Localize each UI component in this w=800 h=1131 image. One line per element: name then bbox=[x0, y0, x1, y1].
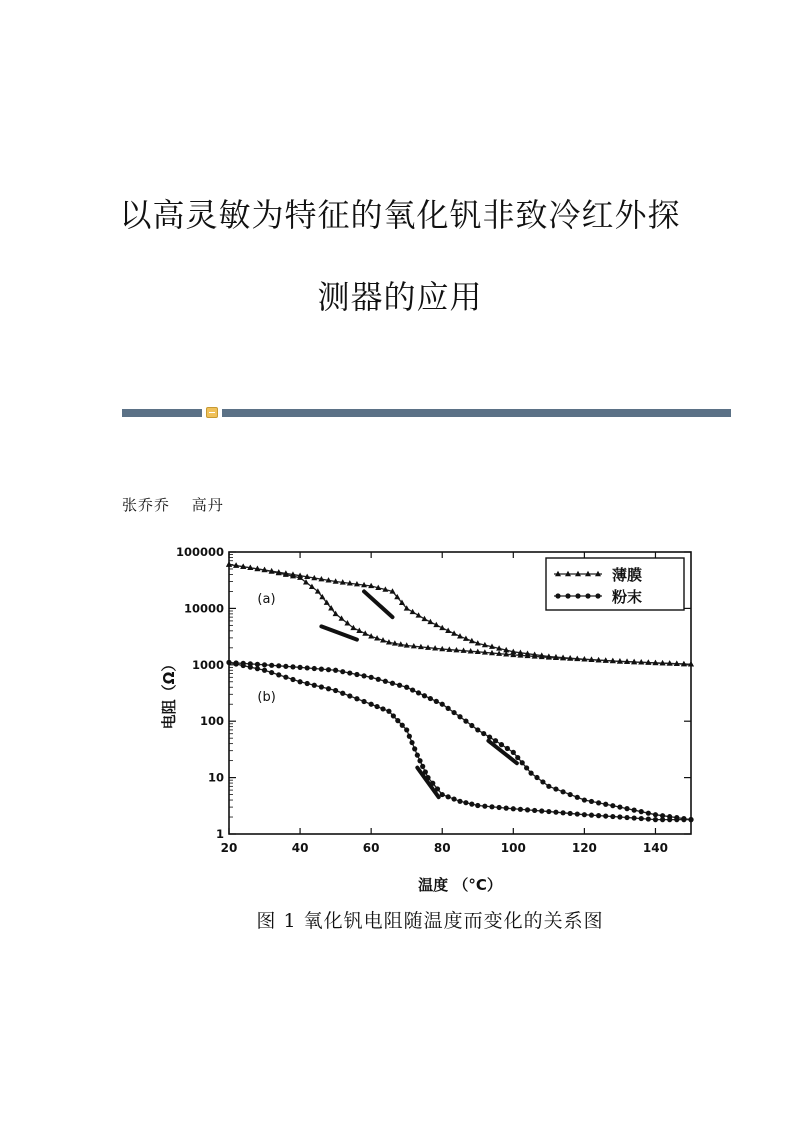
data-point-circle bbox=[469, 723, 474, 728]
data-point-circle bbox=[525, 807, 530, 812]
data-point-circle bbox=[553, 810, 558, 815]
data-point-circle bbox=[397, 683, 402, 688]
document-title-line-1: 以高灵敏为特征的氧化钒非致冷红外探 bbox=[119, 196, 681, 234]
data-point-circle bbox=[511, 750, 516, 755]
data-point-circle bbox=[575, 811, 580, 816]
author-name: 张乔乔 bbox=[122, 496, 171, 514]
resistance-temperature-chart bbox=[150, 536, 710, 896]
data-point-circle bbox=[596, 800, 601, 805]
series-3 bbox=[226, 660, 693, 822]
author-list bbox=[122, 494, 224, 515]
data-point-circle bbox=[475, 727, 480, 732]
data-point-circle bbox=[553, 786, 558, 791]
data-point-circle bbox=[582, 812, 587, 817]
data-point-circle bbox=[451, 710, 456, 715]
data-point-circle bbox=[428, 696, 433, 701]
data-point-circle bbox=[568, 792, 573, 797]
data-point-circle bbox=[504, 806, 509, 811]
data-point-circle bbox=[269, 663, 274, 668]
data-point-circle bbox=[333, 668, 338, 673]
data-point-circle bbox=[496, 805, 501, 810]
data-point-circle bbox=[415, 753, 420, 758]
series-line bbox=[229, 662, 691, 819]
data-point-circle bbox=[646, 811, 651, 816]
data-point-circle bbox=[226, 660, 231, 665]
data-point-circle bbox=[404, 727, 409, 732]
data-point-circle bbox=[560, 789, 565, 794]
x-tick-label: 100 bbox=[500, 841, 526, 855]
data-point-circle bbox=[681, 817, 686, 822]
data-point-circle bbox=[511, 806, 516, 811]
data-point-circle bbox=[624, 815, 629, 820]
data-point-circle bbox=[395, 718, 400, 723]
data-point-circle bbox=[409, 740, 414, 745]
chart-legend bbox=[546, 558, 684, 610]
data-point-circle bbox=[410, 687, 415, 692]
data-point-circle bbox=[610, 814, 615, 819]
data-point-circle bbox=[589, 813, 594, 818]
data-point-circle bbox=[582, 797, 587, 802]
data-point-circle bbox=[451, 796, 456, 801]
data-point-circle bbox=[347, 670, 352, 675]
data-point-circle bbox=[585, 593, 590, 598]
data-point-circle bbox=[457, 799, 462, 804]
data-point-circle bbox=[565, 593, 570, 598]
y-tick-label: 1 bbox=[215, 827, 224, 841]
data-point-circle bbox=[603, 802, 608, 807]
data-point-circle bbox=[646, 816, 651, 821]
data-point-circle bbox=[340, 691, 345, 696]
data-point-circle bbox=[632, 808, 637, 813]
data-point-circle bbox=[386, 709, 391, 714]
data-point-circle bbox=[524, 765, 529, 770]
data-point-circle bbox=[617, 814, 622, 819]
data-point-circle bbox=[422, 693, 427, 698]
data-point-circle bbox=[475, 803, 480, 808]
data-point-circle bbox=[380, 706, 385, 711]
data-point-circle bbox=[374, 704, 379, 709]
data-point-circle bbox=[610, 803, 615, 808]
y-axis-label: 电阻（Ω） bbox=[160, 656, 178, 730]
x-tick-label: 140 bbox=[642, 841, 668, 855]
data-point-circle bbox=[383, 679, 388, 684]
annotation-a: (a) bbox=[257, 591, 276, 607]
legend-label: 薄膜 bbox=[612, 566, 643, 584]
direction-arrow bbox=[364, 591, 392, 617]
data-point-circle bbox=[653, 817, 658, 822]
data-point-circle bbox=[463, 800, 468, 805]
data-point-circle bbox=[262, 662, 267, 667]
data-point-circle bbox=[248, 665, 253, 670]
data-point-circle bbox=[534, 775, 539, 780]
x-axis-label: 温度 （°C） bbox=[418, 876, 502, 894]
data-point-circle bbox=[283, 664, 288, 669]
data-point-circle bbox=[255, 666, 260, 671]
y-tick-label: 1000 bbox=[191, 657, 224, 672]
y-tick-label: 10 bbox=[207, 770, 224, 785]
direction-arrow bbox=[417, 768, 438, 797]
data-point-circle bbox=[262, 668, 267, 673]
data-point-circle bbox=[596, 813, 601, 818]
data-point-circle bbox=[632, 815, 637, 820]
data-point-circle bbox=[333, 688, 338, 693]
data-point-circle bbox=[354, 696, 359, 701]
y-tick-label: 100000 bbox=[175, 545, 224, 559]
data-point-circle bbox=[326, 686, 331, 691]
data-point-circle bbox=[653, 812, 658, 817]
data-point-circle bbox=[674, 817, 679, 822]
data-point-circle bbox=[347, 693, 352, 698]
data-point-circle bbox=[575, 593, 580, 598]
data-point-circle bbox=[305, 665, 310, 670]
data-point-circle bbox=[469, 802, 474, 807]
data-point-circle bbox=[560, 810, 565, 815]
data-point-circle bbox=[575, 795, 580, 800]
data-point-circle bbox=[283, 675, 288, 680]
author-name: 高丹 bbox=[191, 496, 224, 514]
data-point-circle bbox=[290, 664, 295, 669]
data-point-circle bbox=[546, 784, 551, 789]
data-point-circle bbox=[667, 817, 672, 822]
data-point-circle bbox=[481, 731, 486, 736]
legend-label: 粉末 bbox=[612, 588, 643, 606]
data-point-circle bbox=[528, 771, 533, 776]
data-point-circle bbox=[305, 681, 310, 686]
data-point-circle bbox=[624, 806, 629, 811]
data-point-circle bbox=[434, 699, 439, 704]
data-point-circle bbox=[391, 713, 396, 718]
data-point-circle bbox=[532, 808, 537, 813]
data-point-circle bbox=[505, 746, 510, 751]
data-point-circle bbox=[412, 746, 417, 751]
data-point-circle bbox=[639, 809, 644, 814]
data-point-circle bbox=[446, 794, 451, 799]
data-point-circle bbox=[340, 669, 345, 674]
x-tick-label: 40 bbox=[291, 841, 309, 855]
data-point-circle bbox=[290, 677, 295, 682]
y-tick-label: 10000 bbox=[183, 601, 224, 616]
data-point-circle bbox=[617, 804, 622, 809]
x-tick-label: 60 bbox=[362, 841, 380, 855]
data-point-circle bbox=[407, 734, 412, 739]
data-point-circle bbox=[369, 702, 374, 707]
data-point-circle bbox=[688, 817, 693, 822]
data-point-circle bbox=[297, 665, 302, 670]
data-point-circle bbox=[276, 663, 281, 668]
data-point-circle bbox=[555, 593, 560, 598]
data-point-circle bbox=[489, 804, 494, 809]
data-point-circle bbox=[589, 799, 594, 804]
data-point-circle bbox=[376, 677, 381, 682]
data-point-circle bbox=[390, 681, 395, 686]
series-line bbox=[229, 662, 691, 819]
data-point-circle bbox=[660, 817, 665, 822]
data-point-circle bbox=[499, 742, 504, 747]
data-point-circle bbox=[417, 758, 422, 763]
x-tick-label: 80 bbox=[433, 841, 451, 855]
annotation-b: (b) bbox=[257, 689, 276, 705]
data-point-circle bbox=[319, 667, 324, 672]
data-point-circle bbox=[312, 683, 317, 688]
data-point-circle bbox=[420, 764, 425, 769]
data-point-circle bbox=[326, 667, 331, 672]
divider-right-bar bbox=[222, 409, 731, 417]
x-tick-label: 20 bbox=[220, 841, 238, 855]
data-point-circle bbox=[457, 714, 462, 719]
document-title-line-2: 测器的应用 bbox=[317, 278, 483, 316]
data-point-circle bbox=[400, 723, 405, 728]
data-point-circle bbox=[241, 663, 246, 668]
data-point-circle bbox=[319, 684, 324, 689]
data-point-circle bbox=[354, 672, 359, 677]
data-point-circle bbox=[269, 670, 274, 675]
data-point-circle bbox=[568, 811, 573, 816]
data-point-circle bbox=[639, 816, 644, 821]
data-point-circle bbox=[546, 809, 551, 814]
divider-left-bar bbox=[122, 409, 202, 417]
data-point-circle bbox=[539, 808, 544, 813]
data-point-circle bbox=[446, 706, 451, 711]
series-4 bbox=[226, 660, 693, 822]
data-point-circle bbox=[369, 675, 374, 680]
data-point-circle bbox=[416, 690, 421, 695]
data-point-circle bbox=[361, 673, 366, 678]
data-point-triangle bbox=[226, 561, 232, 566]
data-point-circle bbox=[603, 813, 608, 818]
data-point-circle bbox=[312, 666, 317, 671]
data-point-circle bbox=[482, 804, 487, 809]
data-point-circle bbox=[361, 699, 366, 704]
data-point-circle bbox=[518, 807, 523, 812]
data-point-circle bbox=[276, 672, 281, 677]
data-point-circle bbox=[297, 679, 302, 684]
data-point-circle bbox=[520, 760, 525, 765]
title-divider bbox=[122, 409, 731, 417]
data-point-circle bbox=[595, 593, 600, 598]
x-tick-label: 120 bbox=[571, 841, 597, 855]
figure-caption: 图 1 氧化钒电阻随温度而变化的关系图 bbox=[256, 910, 604, 932]
data-point-circle bbox=[540, 779, 545, 784]
divider-badge-icon bbox=[206, 407, 218, 418]
data-point-circle bbox=[440, 702, 445, 707]
y-tick-label: 100 bbox=[199, 714, 224, 729]
data-point-circle bbox=[515, 755, 520, 760]
data-point-circle bbox=[234, 661, 239, 666]
data-point-circle bbox=[404, 685, 409, 690]
data-point-circle bbox=[463, 719, 468, 724]
